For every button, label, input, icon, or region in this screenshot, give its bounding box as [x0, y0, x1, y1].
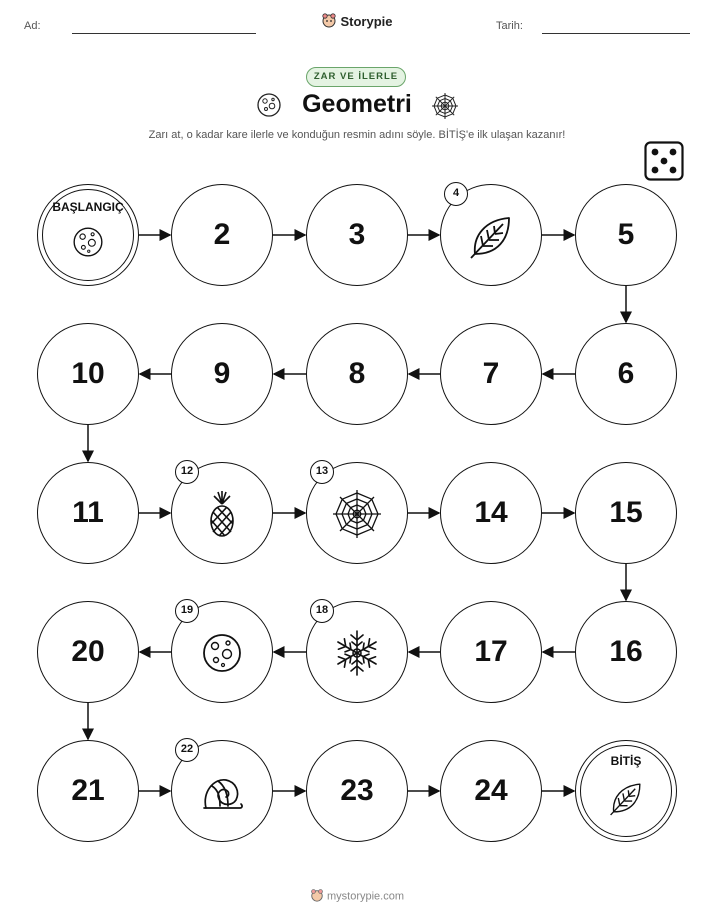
- board-square: [306, 601, 408, 703]
- board-square: [37, 601, 139, 703]
- square-number: 14: [474, 496, 508, 529]
- board-square: [440, 601, 542, 703]
- leaf-icon: [606, 778, 646, 818]
- square-number: 11: [72, 496, 104, 529]
- name-label: Ad:: [24, 20, 41, 32]
- square-number-badge: 4: [444, 182, 468, 206]
- snowflake-icon: [331, 627, 383, 679]
- board-square: [171, 462, 273, 564]
- square-number-badge: 18: [310, 599, 334, 623]
- square-number: 20: [71, 635, 105, 668]
- board-square: [575, 462, 677, 564]
- square-number: 9: [213, 357, 231, 390]
- square-number-badge: 13: [310, 460, 334, 484]
- board-square: [575, 323, 677, 425]
- board-square: [575, 184, 677, 286]
- board-square: [306, 184, 408, 286]
- board-square: [440, 184, 542, 286]
- square-number: 21: [71, 774, 105, 807]
- board-square: [306, 740, 408, 842]
- board-square: [171, 323, 273, 425]
- footer-url: mystorypie.com: [326, 890, 405, 903]
- storypie-logo-icon: [310, 888, 324, 905]
- page-title: Geometri: [302, 90, 412, 118]
- date-label: Tarih:: [496, 20, 523, 32]
- board-square: [306, 462, 408, 564]
- square-number-badge: 19: [175, 599, 199, 623]
- board-square: [171, 601, 273, 703]
- square-number: 2: [213, 218, 231, 251]
- board-square: [37, 740, 139, 842]
- pineapple-icon: [196, 488, 248, 540]
- instructions: Zarı at, o kadar kare ilerle ve konduğun resmin adını söyle. BİTİŞ'e ilk ulaşan kazanır!: [148, 129, 566, 141]
- leaf-icon: [465, 210, 517, 262]
- square-number: 15: [609, 496, 643, 529]
- board-square: [440, 462, 542, 564]
- board-square: [440, 740, 542, 842]
- finish-label: BİTİŞ: [610, 754, 642, 768]
- start-label: BAŞLANGIÇ: [52, 200, 124, 214]
- board-square: [37, 462, 139, 564]
- square-number: 16: [609, 635, 643, 668]
- square-number: 7: [482, 357, 500, 390]
- square-number-badge: 12: [175, 460, 199, 484]
- footer: [0, 888, 714, 905]
- square-number: 8: [348, 357, 366, 390]
- moon-icon: [196, 627, 248, 679]
- square-number: 24: [474, 774, 508, 807]
- square-number: 5: [617, 218, 635, 251]
- snail-shell-icon: [196, 766, 248, 818]
- square-number: 23: [340, 774, 374, 807]
- board-square: [440, 323, 542, 425]
- game-type-pill: ZAR VE İLERLE: [306, 67, 406, 87]
- board-square: [306, 323, 408, 425]
- square-number: 3: [348, 218, 366, 251]
- board-square: [575, 601, 677, 703]
- square-number: 17: [474, 635, 508, 668]
- start-square: [37, 184, 139, 286]
- square-number: 6: [617, 357, 635, 390]
- spider-web-icon: [331, 488, 383, 540]
- finish-square: [575, 740, 677, 842]
- board-square: [171, 184, 273, 286]
- board-square: [171, 740, 273, 842]
- square-number-badge: 22: [175, 738, 199, 762]
- moon-icon: [68, 222, 108, 262]
- board-square: [37, 323, 139, 425]
- brand-name: Storypie: [340, 14, 393, 29]
- square-number: 10: [71, 357, 105, 390]
